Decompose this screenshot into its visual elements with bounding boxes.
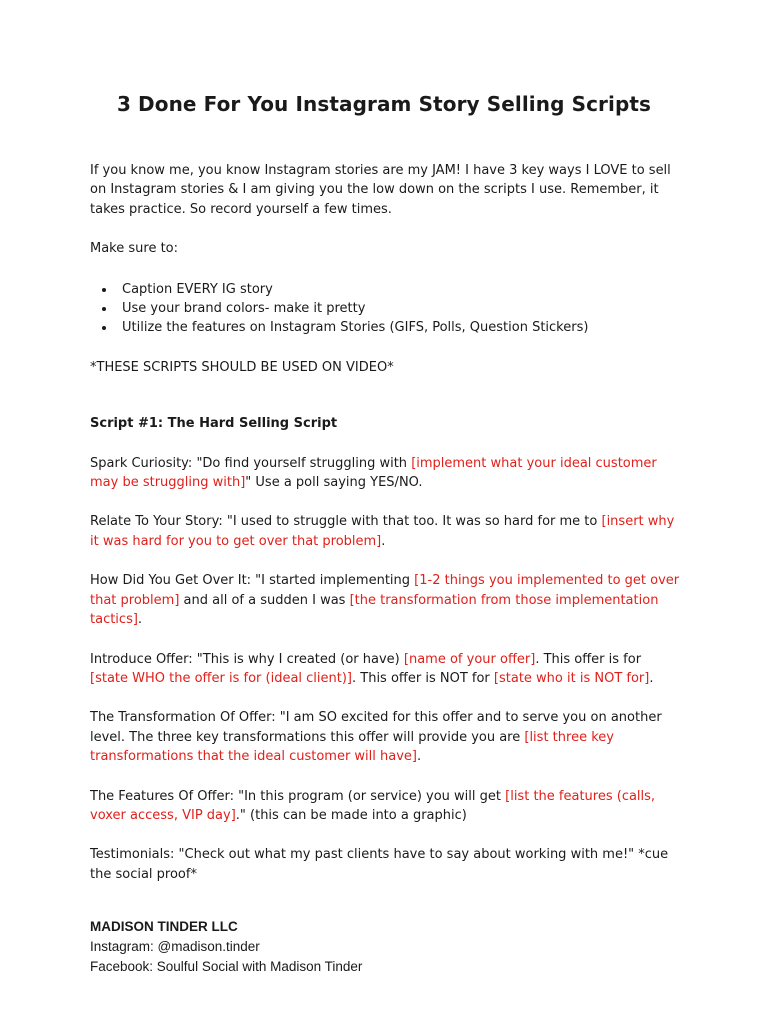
features-step — [90, 787, 680, 826]
placeholder-text: [1-2 things you implemented to get over that problem] — [90, 573, 680, 608]
placeholder-text: [state WHO the offer is for (ideal client)] — [90, 670, 352, 686]
step-text: . — [137, 612, 143, 628]
step-text: " Use a poll saying YES/NO. — [245, 475, 423, 491]
placeholder-text: [name of your offer] — [403, 651, 536, 667]
step-text: . This offer is NOT for — [352, 670, 494, 686]
list-item: • Utilize the features on Instagram Stories (GIFS, Polls, Question Stickers) — [116, 318, 680, 337]
list-item: • Use your brand colors- make it pretty — [116, 299, 680, 318]
intro-paragraph: If you know me, you know Instagram stories are my JAM! I have 3 key ways I LOVE to sell on Instagram stories & I am giving you the low down on the scripts I use. Remember, it takes practice. So record yourself a few times. — [90, 163, 671, 217]
company-name: MADISON TINDER LLC — [90, 919, 238, 934]
facebook-page: Facebook: Soulful Social with Madison Tinder — [90, 959, 363, 974]
step-text: . — [649, 670, 654, 686]
placeholder-text: [list three key transformations that the ideal customer will have] — [90, 729, 614, 765]
step-text: and all of a sudden I was — [179, 592, 350, 608]
placeholder-text: [list the features (calls, voxer access, VIP day] — [90, 788, 656, 823]
step-text: How Did You Get Over It: "I started implementing — [90, 573, 415, 589]
step-text: The Features Of Offer: "In this program (or service) you will get — [90, 788, 506, 804]
step-text: . This offer is for — [535, 651, 642, 667]
step-text: The Transformation Of Offer: "I am SO excited for this offer and to serve you on another level. The three key transformations this offer will provide you are — [90, 710, 662, 745]
how-step — [90, 571, 680, 629]
footer — [90, 917, 362, 977]
step-text: Spark Curiosity: "Do find yourself struggling with — [90, 455, 412, 471]
relate-step — [90, 512, 680, 551]
step-text: . — [417, 749, 422, 765]
video-note: *THESE SCRIPTS SHOULD BE USED ON VIDEO* — [90, 359, 394, 375]
placeholder-text: [insert why it was hard for you to get over that problem] — [90, 514, 675, 549]
placeholder-text: [implement what your ideal customer may be struggling with] — [90, 455, 657, 491]
placeholder-text: [the transformation from those implementation tactics] — [90, 592, 659, 628]
script-heading: Script #1: The Hard Selling Script — [90, 416, 338, 432]
step-text: Relate To Your Story: "I used to struggle with that too. It was so hard for me to — [90, 514, 602, 530]
document-body — [90, 161, 680, 904]
tips-list — [90, 280, 680, 338]
step-text: ." (this can be made into a graphic) — [235, 807, 467, 823]
list-item: • Caption EVERY IG story — [116, 280, 680, 299]
make-sure-label: Make sure to: — [90, 241, 179, 257]
instagram-handle: Instagram: @madison.tinder — [90, 939, 260, 954]
step-text: Introduce Offer: "This is why I created (or have) — [90, 651, 404, 667]
step-text: . — [381, 533, 386, 549]
page-title: 3 Done For You Instagram Story Selling Scripts — [116, 92, 652, 116]
introduce-offer-step — [90, 650, 680, 689]
spark-curiosity-step — [90, 454, 680, 493]
testimonials-step: Testimonials: "Check out what my past clients have to say about working with me!" *cue the social proof* — [90, 847, 669, 882]
placeholder-text: [state who it is NOT for] — [493, 670, 650, 686]
transformation-step — [90, 708, 680, 766]
